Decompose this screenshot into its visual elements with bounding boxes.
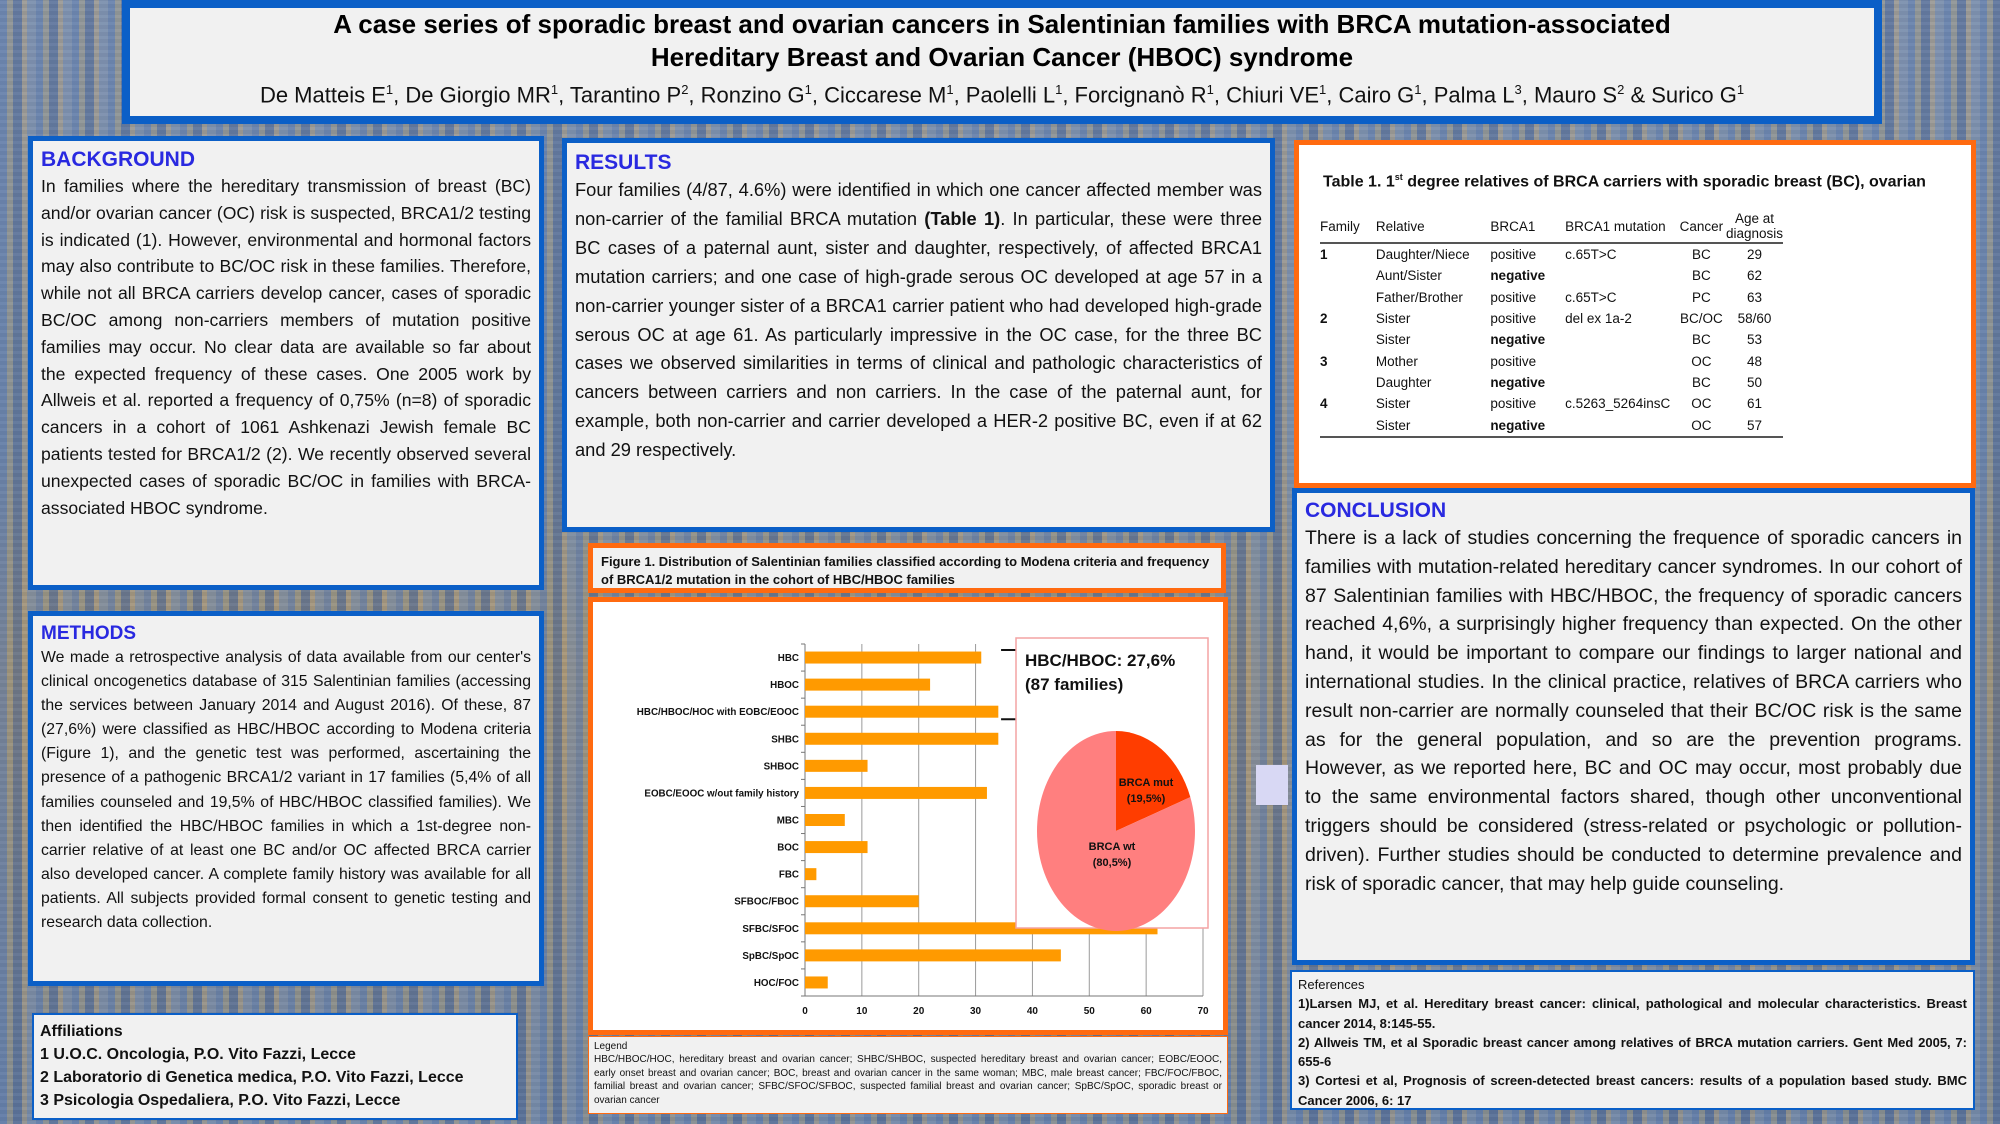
- bar: [805, 652, 981, 664]
- cell-family: [1320, 372, 1376, 393]
- bar: [805, 868, 816, 880]
- cell-brca1: positive: [1490, 289, 1537, 305]
- affiliation-item: 3 Psicologia Ospedaliera, P.O. Vito Fazzi, Lecce: [40, 1092, 401, 1109]
- author-affiliation-sup: 1: [1319, 82, 1327, 97]
- author-name: Tarantino P: [569, 82, 682, 108]
- background-text: In families where the hereditary transmission of breast (BC) and/or ovarian cancer (OC) risk is suspected, BRCA1/2 testing is indicated (1). However, environmental and hormonal factors may also contribute to BC/OC risk in these families. Therefore, while not all BRCA carriers develop cancer, cases of sporadic BC/OC among non-carriers members of mutation positive families may occur. No clear data are available so far about the expected frequency of these cases. One 2005 work by Allweis et al. reported a frequency of 0,75% (n=8) of sporadic cancers in a cohort of 1061 Ashkenazi Jewish female BC patients tested for BRCA1/2 (2). We recently observed several unexpected cases of sporadic BC/OC in families with BRCA-associated HBOC syndrome.: [41, 176, 531, 518]
- cell-brca1: positive: [1490, 353, 1537, 369]
- bar: [805, 733, 998, 745]
- cell-mutation: [1565, 414, 1677, 436]
- author-affiliation-sup: 2: [681, 82, 689, 97]
- cell-relative: Daughter: [1375, 374, 1432, 390]
- cell-cancer: OC: [1677, 414, 1726, 436]
- pie-label: BRCA mut: [1118, 777, 1174, 789]
- author-name: Mauro S: [1533, 82, 1618, 108]
- cell-relative: Daughter/Niece: [1375, 247, 1470, 263]
- methods-section: [28, 611, 544, 986]
- x-tick-label: 60: [1140, 1006, 1152, 1017]
- cell-age: 50: [1746, 374, 1762, 390]
- author-affiliation-sup: 1: [804, 82, 812, 97]
- legend-heading: Legend: [594, 1041, 628, 1052]
- reference-item: 3) Cortesi et al, Prognosis of screen-detected breast cancers: results of a population based study. BMC Cancer 2006, 6: 17: [1298, 1073, 1967, 1108]
- table-row: [1320, 287, 1783, 308]
- y-category-label: HBOC: [770, 680, 799, 692]
- cell-cancer: BC: [1691, 332, 1711, 348]
- table-row: [1320, 329, 1783, 350]
- y-category-label: SHBC: [771, 734, 799, 746]
- author-name: Cairo G: [1338, 82, 1415, 108]
- cell-cancer: BC: [1691, 268, 1711, 284]
- x-tick-label: 70: [1197, 1006, 1209, 1017]
- y-category-label: EOBC/EOOC w/out family history: [644, 788, 799, 800]
- table-row: [1320, 265, 1783, 286]
- col-header-brca1: BRCA1: [1490, 211, 1565, 243]
- table-row: [1320, 393, 1783, 414]
- cell-family: 4: [1320, 396, 1328, 412]
- author-name: De Matteis E: [259, 82, 386, 108]
- affiliation-item: 1 U.O.C. Oncologia, P.O. Vito Fazzi, Lecce: [40, 1046, 356, 1063]
- table-row: [1320, 308, 1783, 329]
- methods-heading: METHODS: [41, 623, 136, 644]
- author-list: De Matteis $E^1$, De Giorgio $MR^1$, Tarantino $P^2$, Ronzino $G^1$, Ciccarese $M^1$, Paolelli $L^1$, Forcignanò $R^1$, Chiuri $VE^1$, Cairo $G^1$, Palma $L^3$, Mauro $S^2$ & Surico $G^1$: [259, 82, 1745, 108]
- table-row: [1320, 372, 1783, 393]
- author-name: Surico G: [1651, 82, 1737, 108]
- cell-cancer: OC: [1691, 353, 1712, 369]
- author-affiliation-sup: 2: [1617, 82, 1625, 97]
- table-title-text: degree relatives of BRCA carriers with sporadic breast (BC), ovarian: [1402, 173, 1926, 191]
- x-tick-label: 40: [1026, 1006, 1038, 1017]
- cell-age: 57: [1726, 414, 1783, 436]
- results-text: [575, 176, 1262, 465]
- references-section: [1290, 970, 1975, 1110]
- y-category-label: SFBC/SFOC: [742, 923, 799, 935]
- table-panel: [1294, 140, 1976, 488]
- y-category-label: HBC: [777, 653, 799, 665]
- figure-caption: Figure 1. Distribution of Salentinian families classified according to Modena criteria and frequency of BRCA1/2 mutation in the cohort of HBC/HBOC families: [588, 543, 1226, 593]
- col-header-mutation: BRCA1 mutation: [1565, 211, 1677, 243]
- cell-relative: Mother: [1375, 353, 1418, 369]
- cell-mutation: [1565, 372, 1677, 393]
- y-category-label: FBC: [778, 869, 799, 881]
- cell-relative: Sister: [1375, 311, 1411, 327]
- cell-brca1: negative: [1490, 374, 1546, 390]
- pie-subtitle: (87 families): [1025, 675, 1124, 694]
- cell-family: [1320, 414, 1376, 436]
- background-heading: BACKGROUND: [41, 148, 195, 171]
- cell-relative: Sister: [1376, 414, 1490, 436]
- y-category-label: BOC: [777, 842, 799, 854]
- bar: [805, 760, 868, 772]
- conclusion-text: There is a lack of studies concerning the frequence of sporadic cancers in families with mutation-related hereditary cancer syndromes. In our cohort of 87 Salentinian families with HBC/HBOC, the frequency of sporadic cancers reached 4,6%, a surprisingly higher frequency than expected. On the other hand, it would be important to compare our findings to larger national and international studies. In the clinical practice, relatives of BRCA carriers who result non-carrier are normally counseled that their BC/OC risk is the same as for the general population, and so are the prevention programs. However, as we reported here, BC and OC may occur, most probably due to the same environmental factors shared, though other unconventional triggers should be considered (stress-related or psychologic or pollution-driven). Further studies should be conducted to determine prevalence and risk of sporadic cancer, that may help guide counseling.: [1305, 527, 1962, 895]
- col-header-age: Age at diagnosis: [1725, 211, 1783, 241]
- affiliations-section: [32, 1013, 518, 1120]
- cell-relative: Aunt/Sister: [1375, 268, 1442, 284]
- cell-cancer: BC: [1691, 374, 1711, 390]
- cell-brca1: negative: [1490, 268, 1546, 284]
- cell-relative: Father/Brother: [1375, 289, 1463, 305]
- reference-item: 2) Allweis TM, et al Sporadic breast cancer among relatives of BRCA mutation carriers. Gent Med 2005, 7: 655-6: [1298, 1034, 1967, 1070]
- bar: [805, 976, 828, 988]
- table-row: [1320, 350, 1783, 371]
- methods-text: We made a retrospective analysis of data available from our center's clinical oncogenetics database of 315 Salentinian families (accessing the services between January 2014 and August 2016). Of these, 87 (27,6%) were classified as HBC/HBOC according to Modena criteria (Figure 1), and the genetic test was performed, ascertaining the presence of a pathogenic BRCA1/2 variant in 17 families (5,4% of all families counseled and 19,5% of HBC/HBOC classified families). We then identified the HBC/HBOC families in which a 1st-degree non-carrier relative of at least one BC and/or OC affected BRCA carrier also developed cancer. A complete family history was available for all patients. All subjects provided formal consent to genetic testing and research data collection.: [41, 649, 531, 932]
- cell-brca1: negative: [1490, 414, 1565, 436]
- cell-age: 53: [1746, 332, 1762, 348]
- cell-mutation: del ex 1a-2: [1565, 311, 1632, 327]
- bar: [805, 787, 987, 799]
- author-affiliation-sup: 3: [1514, 82, 1522, 97]
- y-category-label: HOC/FOC: [753, 977, 799, 989]
- bar: [805, 949, 1061, 961]
- background-section: [28, 136, 544, 590]
- cell-cancer: PC: [1691, 289, 1711, 305]
- poster-header: [122, 0, 1882, 124]
- x-tick-label: 0: [802, 1006, 808, 1017]
- author-name: De Giorgio MR: [405, 82, 551, 108]
- cell-cancer: OC: [1691, 396, 1712, 412]
- cell-age: 58/60: [1737, 311, 1772, 327]
- figure-chart-panel: [588, 597, 1228, 1035]
- table-title-sup: st: [1394, 172, 1403, 182]
- author-affiliation-sup: 1: [550, 82, 559, 97]
- decorative-square: [1256, 765, 1288, 805]
- author-name: Palma L: [1433, 82, 1515, 108]
- author-affiliation-sup: 1: [1206, 82, 1214, 97]
- cell-family: [1320, 287, 1376, 308]
- author-affiliation-sup: 1: [385, 82, 394, 97]
- figure-legend: [588, 1036, 1228, 1114]
- poster-title-line-2: Hereditary Breast and Ovarian Cancer (HBOC) syndrome: [650, 42, 1354, 72]
- author-affiliation-sup: 1: [1055, 82, 1063, 97]
- col-header-family: Family: [1320, 211, 1376, 243]
- author-affiliation-sup: 1: [1736, 82, 1745, 97]
- reference-item: 1)Larsen MJ, et al. Hereditary breast cancer: clinical, pathological and molecular characteristics. Breast cancer 2014, 8:145-55.: [1298, 996, 1967, 1031]
- table-reference: (Table 1): [924, 207, 1001, 229]
- table-header-row: [1320, 211, 1783, 243]
- group-bracket: [1001, 650, 1017, 719]
- x-tick-label: 10: [856, 1006, 868, 1017]
- cell-family: [1320, 329, 1376, 350]
- col-header-cancer: Cancer: [1677, 211, 1726, 243]
- bar: [805, 841, 868, 853]
- bar-pie-chart: [593, 602, 1223, 1030]
- x-tick-label: 20: [913, 1006, 925, 1017]
- cell-mutation: [1565, 329, 1677, 350]
- cell-family: [1320, 265, 1376, 286]
- results-heading: RESULTS: [575, 151, 672, 174]
- table-row: [1320, 414, 1783, 436]
- y-category-label: SHBOC: [763, 761, 799, 773]
- affiliations-heading: Affiliations: [40, 1023, 123, 1040]
- results-text-part: Four families (4/87, 4.6%) were identified in which one cancer affected member was non-carrier of the familial BRCA mutation: [575, 179, 1262, 229]
- affiliation-item: 2 Laboratorio di Genetica medica, P.O. Vito Fazzi, Lecce: [40, 1069, 464, 1086]
- cell-age: 63: [1746, 289, 1762, 305]
- bar: [805, 814, 845, 826]
- cell-age: 48: [1746, 353, 1762, 369]
- pie-title: HBC/HBOC: 27,6%: [1025, 651, 1176, 670]
- y-category-label: HBC/HBOC/HOC with EOBC/EOOC: [636, 707, 799, 719]
- pie-value-label: (80,5%): [1092, 857, 1132, 869]
- col-header-relative: Relative: [1376, 211, 1490, 243]
- cell-brca1: positive: [1490, 396, 1537, 412]
- pie-value-label: (19,5%): [1126, 793, 1166, 805]
- pie-label: BRCA wt: [1088, 841, 1136, 853]
- bar: [805, 679, 930, 691]
- author-name: Ronzino G: [700, 82, 805, 108]
- author-name: Ciccarese M: [824, 82, 947, 108]
- author-name: Chiuri VE: [1226, 82, 1320, 108]
- cell-mutation: c.5263_5264insC: [1565, 396, 1671, 412]
- table-title-text: Table 1. 1: [1323, 173, 1395, 191]
- x-tick-label: 50: [1083, 1006, 1095, 1017]
- author-affiliation-sup: 1: [1414, 82, 1422, 97]
- cell-age: 61: [1746, 396, 1762, 412]
- conclusion-heading: CONCLUSION: [1305, 499, 1447, 522]
- cell-age: 62: [1746, 268, 1762, 284]
- bar: [805, 706, 998, 718]
- x-tick-label: 30: [970, 1006, 982, 1017]
- conclusion-section: [1292, 488, 1975, 965]
- cell-mutation: [1565, 350, 1677, 371]
- results-text-part: . In particular, these were three BC cases of a paternal aunt, sister and daughter, respectively, of affected BRCA1 mutation carriers; and one case of high-grade serous OC developed at age 57 in a non-carrier younger sister of a BRCA1 carrier patient who had developed high-grade serous OC at age 61. As particularly impressive in the OC case, for the three BC cases we observed similarities in terms of clinical and pathologic characteristics of cancers between carriers and non carriers. In the case of the paternal aunt, for example, both non-carrier and carrier developed a HER-2 positive BC, even if at 62 and 29 respectively.: [575, 207, 1262, 461]
- poster-title-line-1: A case series of sporadic breast and ovarian cancers in Salentinian families with BRCA mutation-associated: [333, 9, 1671, 39]
- cell-relative: Sister: [1375, 332, 1411, 348]
- cell-mutation: [1565, 265, 1677, 286]
- bar: [805, 895, 919, 907]
- author-name: Forcignanò R: [1074, 82, 1207, 108]
- table-row: [1320, 243, 1783, 265]
- cell-mutation: c.65T>C: [1565, 247, 1617, 263]
- references-heading: References: [1298, 977, 1365, 992]
- table-title: [1323, 172, 1926, 191]
- y-category-label: SpBC/SpOC: [742, 950, 799, 962]
- cell-mutation: c.65T>C: [1565, 289, 1617, 305]
- cell-relative: Sister: [1375, 396, 1411, 412]
- y-category-label: SFBOC/FBOC: [734, 896, 799, 908]
- cell-age: 29: [1746, 247, 1762, 263]
- cell-brca1: negative: [1490, 332, 1546, 348]
- author-name: Paolelli L: [965, 82, 1056, 108]
- legend-text: HBC/HBOC/HOC, hereditary breast and ovarian cancer; SHBC/SHBOC, suspected hereditary breast and ovarian cancer; EOBC/EOOC, early onset breast and ovarian cancer; BOC, breast and ovarian cancer in the same woman; MBC, male breast cancer; FBC/FOC/FBOC, familial breast and ovarian cancer; SFBC/SFOC/SFBOC, suspected familial breast and ovarian cancer; SpBC/SpOC, sporadic breast or ovarian cancer: [594, 1054, 1222, 1106]
- cell-cancer: BC: [1691, 247, 1711, 263]
- cell-family: 1: [1320, 247, 1328, 263]
- results-section: [562, 138, 1275, 532]
- cell-brca1: positive: [1490, 311, 1537, 327]
- cell-brca1: positive: [1490, 247, 1537, 263]
- cell-family: 2: [1320, 311, 1328, 327]
- cell-cancer: BC/OC: [1679, 311, 1723, 327]
- y-category-label: MBC: [776, 815, 799, 827]
- author-affiliation-sup: 1: [946, 82, 954, 97]
- cell-family: 3: [1320, 353, 1328, 369]
- relatives-table: [1320, 211, 1783, 438]
